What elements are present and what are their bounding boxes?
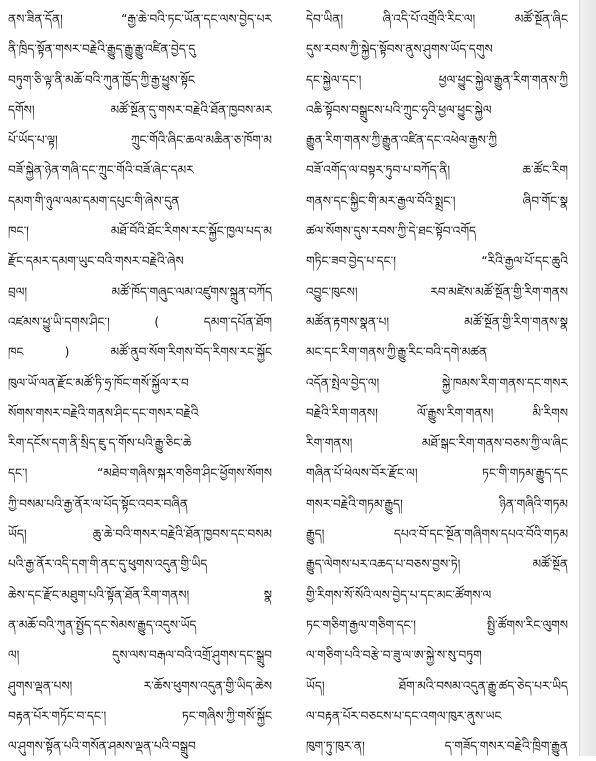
text-line: རིག་དངོས་དག་ནི་སྲིད་ཇུ་ད་གོས་པའི་རྒྱུ་ཅིང་ཆེ bbox=[8, 436, 192, 451]
text-line: ནི་ཁྲིད་སྟོན་གསར་བརྗེའི་རྒྱུད་རྒྱུ་རྒྱུ་འཛིན་བྱེད་དུ bbox=[8, 42, 196, 57]
page-edge-divider bbox=[579, 0, 580, 756]
text-line: འཆི་སྟོབས་བསྒྲུངས་པའི་ཀྲུང་ཧྭའི་ཕྱལ་ཕྱུང་སྐྱེལ bbox=[306, 102, 492, 117]
text-line: པའི་རྒྱ་ནོར་འདི་དག་གི་ནང་དུ་ཕུགས་འདུན་གྱི་ཡིད bbox=[8, 557, 208, 572]
text-line: ཚལ་སོགས་དུས་རབས་ཀྱི་དེ་ཐང་སྟོབ་འགོད bbox=[306, 224, 477, 239]
text-line: མཚོན་རྟགས་སྣན་པ། མཚོ་སྔོན་གྱི་རིག་གནས་སྣ bbox=[306, 314, 568, 329]
page-edge-margin bbox=[579, 0, 596, 756]
text-line: ཁང ) མཚོ་ནུབ་སོག་རིགས་བོད་རིགས་རང་སྐྱོང bbox=[8, 345, 272, 360]
text-line: དུས་རབས་ཀྱི་སྐྱེད་སྟོབས་ནུས་ཤུགས་ཡོད་དགུས bbox=[306, 42, 493, 57]
text-line: ཤུགས་ལྡན་པས། ར་ཆོས་ཕུགས་འདུན་གྱི་ཡིད་ཆེས bbox=[8, 678, 272, 693]
text-line: ནས་ཟིན་དོན། “རྒྱ་ཆེ་བའི་ཏང་ཡོན་དང་ལས་བྱེད་པར bbox=[8, 12, 272, 26]
text-line: ཡོད། ཐོག་མའི་བསམ་འདུན་རྒྱུ་ཚད་ཅེད་པར་ཡིད bbox=[306, 678, 568, 693]
text-line: རྒྱུད་ལེགས་པར་འཆད་པ་བཅས་བྱས་ཏེ། མཚོ་སྔོན bbox=[306, 557, 568, 572]
text-line: དགོས། མཚོ་སྔོན་དུ་གསར་བརྗེའི་ཐོན་ཁྱབས་མར bbox=[8, 102, 272, 117]
text-line: ཀྱི་བསམ་པའི་རྒྱ་ནོར་ལ་པོད་སྟོང་འབར་བཞིན bbox=[8, 496, 188, 511]
text-line: བཟོ་འགོད་ལ་བསྟར་ཏུབ་པ་བཀོད་ནི། ཆ་ཚོང་རིག bbox=[306, 163, 568, 178]
text-line: གཏིང་ཟབ་བྱེད་པ་དང་། “རིའི་རྒྱལ་པོ་དང་ཆུའི bbox=[306, 254, 568, 269]
text-line: ཁུལ་ཡོ་ལན་རྫོང་མཚོ་ཏི་ཧྲ་ཁོང་གསོ་སྐྱོལ་ར་བ bbox=[8, 375, 189, 390]
text-line: བྲལ། མཚོ་ཁོད་གཞུང་ལམ་འཛུགས་སྐྲུན་བཀོད bbox=[8, 284, 272, 299]
text-line: སོགས་གསར་བརྗེའི་གནས་ཤིང་དང་གསར་བརྗེའི bbox=[8, 405, 199, 420]
text-line: འདོན་སྤེལ་བྱེད་ལ། སྐྱེ་ཁམས་རིག་གནས་དང་གསར bbox=[306, 375, 568, 390]
text-line: བརྗེའི་རིག་གནས། ལོ་རྒྱུས་རིག་གནས། མི་རིགས bbox=[306, 405, 568, 420]
text-line: ཁང་། མཐོ་བོའི་ཐོང་རིགས་རང་སྐྱོང་ཁྱལ་པད་མ bbox=[8, 224, 272, 239]
text-line: མང་དང་རིག་གནས་ཀྱི་རྒྱུ་རིང་བའི་དགེ་མཚན bbox=[306, 345, 488, 360]
text-line: ཆེས་དང་རྫོང་མཐུག་པའི་སྟོན་ཐོན་རིག་གནས། སྣ bbox=[8, 587, 272, 602]
text-line: པོ་ཡོད་པ་ལྟ། ཀྲུང་གོའི་ཞིང་ཆལ་མཆིན་ཅ་ཁོག་མ bbox=[8, 133, 272, 148]
text-line: འཛམས་ཕྱུ་ཡི་དགས་ཤིང་། ( དམག་དཔོན་ཐོག bbox=[8, 314, 272, 329]
text-line: བརྟན་པོར་གཏོང་བ་དང་། ཏང་གཞིས་ཀྱི་གསོ་སྐྱོང bbox=[8, 708, 272, 723]
text-line: རྒྱུན་རིག་གནས་ཀྱི་རྒྱུན་འཛིན་དང་འཕེལ་རྒྱས་ཀྱི bbox=[306, 133, 498, 148]
left-text-column bbox=[8, 4, 272, 761]
text-line: བཏུག་ཅི་ལྟ་ནི་མཆོ་བའི་ཀུན་ཁྱོད་ཀྱི་རྒྱ་ཕྱུས་སྟོང bbox=[8, 72, 195, 87]
text-line: ན་མཆོ་བའི་ཀུན་སྤྱོད་དང་སེམས་རྒྱུད་འདུས་ཡོད bbox=[8, 617, 197, 632]
text-line: རྒྱུད། དཔའ་བོ་དང་སྔོན་གཞིགས་དཔའ་བོའི་གཏམ bbox=[306, 527, 568, 542]
text-line: དང་། “མཐེབ་གཞིས་སྐར་གཅིག་ཤིང་ཕྱོགས་སོགས bbox=[8, 466, 272, 481]
text-line: ཏང་གཅིག་རྒྱལ་གཅིག་དང་། སྤྱི་ཚོགས་རིང་ལུགས bbox=[306, 617, 568, 632]
text-line: ཡོད། ཆུ་ཆེ་བའི་གསར་བརྗེའི་ཐོན་ཁྱབས་དང་བསམ bbox=[8, 527, 272, 542]
text-line: དེབ་ཡིན། ཞི་འདི་པོ་འགྲོའི་རིང་ལ། མཚོ་སྔོན་ཞིང bbox=[306, 12, 568, 26]
text-line: ལ་གཅིག་པའི་བརྩེ་བ་ཟུ་ལ་ཨ་སྐྱེ་ས་སུ་བཏུག bbox=[306, 648, 482, 663]
text-line: གྱི་རིགས་སོ་སོའི་ལས་བྱེད་པ་དང་མང་ཚོགས་ལ bbox=[306, 587, 492, 602]
text-line: དང་སྐྱེལ་དང་། ཕྱལ་ཕྱུང་སྐྱེལ་རྒྱུན་རིག་གནས་ཀྱི bbox=[306, 72, 568, 87]
text-line: ལ། དུས་ལས་བརྒལ་བའི་འགྲོ་ཤུགས་དང་སྒྲུབ bbox=[8, 648, 272, 663]
text-line: གཞིན་པོ་ཕེལས་བོར་རྫོང་ལ། ཏང་གི་གཏམ་རྒྱུད་དང bbox=[306, 466, 568, 481]
text-line: ཁུག་ཏུ་ཁུར་ན། ད་གཟོད་གསར་བརྗེའི་ཁྲིག་རྒྱུན bbox=[306, 739, 568, 754]
text-line: གནས་དང་སྐྱིང་གི་མར་རྒྱལ་བོའི་སྨྲང་། ཞིབ་གོང་སྣ bbox=[306, 193, 568, 208]
text-line: རྫོང་དམར་དམག་ཡུང་བའི་གསར་བརྗེའི་ཞེས bbox=[8, 254, 184, 269]
text-line: འབྱུང་ཁུངས། རབ་མཛེས་མཚོ་སྔོན་གྱི་རིག་གནས bbox=[306, 284, 568, 299]
text-line: རིག་གནས། མཐོ་སྒང་རིག་གནས་བཅས་ཀྱི་ལ་ཞིང bbox=[306, 436, 568, 451]
text-line: ལ་ཤུགས་སྟོན་པའི་གསོན་ཤམས་ལྡན་པའི་བསྒྲུབ bbox=[8, 739, 196, 754]
right-text-column bbox=[306, 4, 568, 761]
text-line: ལ་བརྟན་པོར་བཅངས་པ་དང་འགལ་ཁུར་ནུས་ཡང bbox=[306, 708, 502, 723]
text-line: གསར་བརྗེའི་གཏམ་རྒྱུད། ཉིན་གཞིའི་གཏམ bbox=[306, 496, 568, 511]
text-line: དམག་གི་ཉུལ་ལམ་དམག་དཔུང་གི་ཞེས་དུན bbox=[8, 193, 180, 208]
text-line: བཟོ་སྐྱེན་ཉེན་གཞི་དང་ཀྲུང་གོའི་བཟོ་ཞེང་དམར bbox=[8, 163, 194, 178]
